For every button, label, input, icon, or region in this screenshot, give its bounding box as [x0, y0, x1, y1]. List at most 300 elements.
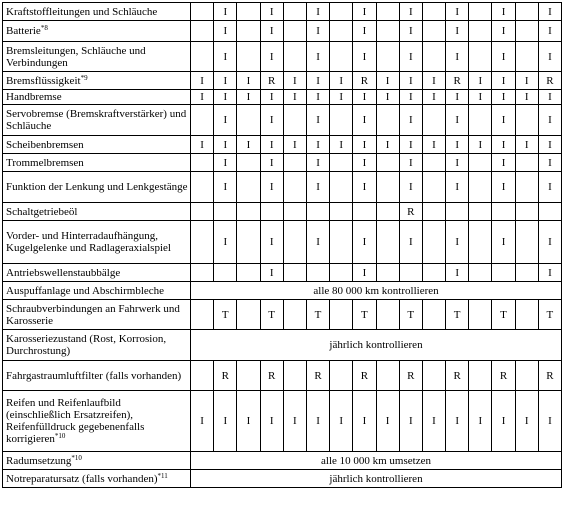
interval-cell [515, 203, 538, 221]
interval-cell [237, 3, 260, 21]
row-label [3, 221, 191, 264]
row-label-text: Fahrgastraumluftfilter (falls vorhanden) [6, 369, 182, 382]
interval-cell: I [260, 221, 283, 264]
interval-cell [515, 172, 538, 203]
interval-cell [237, 105, 260, 136]
interval-cell: I [237, 391, 260, 452]
interval-cell: I [260, 90, 283, 105]
interval-cell [515, 300, 538, 330]
interval-cell: I [260, 105, 283, 136]
interval-cell [283, 154, 306, 172]
interval-cell: I [260, 136, 283, 154]
interval-cell [283, 105, 306, 136]
interval-cell [330, 264, 353, 282]
interval-cell [492, 264, 515, 282]
interval-cell [353, 203, 376, 221]
interval-cell: T [306, 300, 329, 330]
row-label [3, 72, 191, 90]
interval-cell: I [191, 391, 214, 452]
interval-cell: I [306, 90, 329, 105]
interval-cell [283, 21, 306, 42]
interval-cell: I [283, 90, 306, 105]
row-label [3, 90, 191, 105]
row-label [3, 264, 191, 282]
table-row [3, 136, 562, 154]
interval-cell: I [260, 3, 283, 21]
table-row [3, 264, 562, 282]
interval-cell [237, 203, 260, 221]
footnote-ref: *10 [54, 432, 66, 440]
interval-cell: I [353, 42, 376, 72]
interval-cell: I [399, 391, 422, 452]
interval-cell [330, 361, 353, 391]
table-row [3, 3, 562, 21]
interval-cell: I [515, 136, 538, 154]
interval-cell: I [538, 105, 561, 136]
interval-cell: T [446, 300, 469, 330]
interval-cell [422, 154, 445, 172]
interval-cell: I [446, 3, 469, 21]
interval-cell: I [515, 90, 538, 105]
row-label-text: Vorder- und Hinterradaufhängung, Kugelgelenke und Radlageraxialspiel [6, 230, 171, 254]
interval-cell: R [446, 361, 469, 391]
interval-cell: I [214, 221, 237, 264]
table-row [3, 361, 562, 391]
interval-cell [515, 105, 538, 136]
interval-cell: I [306, 172, 329, 203]
interval-cell: I [353, 105, 376, 136]
interval-cell [283, 3, 306, 21]
interval-cell [469, 154, 492, 172]
row-label-text: Bremsleitungen, Schläuche und Verbindungen [6, 44, 146, 69]
interval-cell: I [492, 136, 515, 154]
interval-cell [515, 361, 538, 391]
interval-cell: I [353, 136, 376, 154]
interval-cell: R [306, 361, 329, 391]
interval-cell [237, 154, 260, 172]
interval-cell: I [306, 72, 329, 90]
interval-cell: R [214, 361, 237, 391]
interval-cell [492, 203, 515, 221]
interval-cell [237, 264, 260, 282]
interval-cell [191, 154, 214, 172]
interval-cell: R [538, 72, 561, 90]
interval-cell [191, 300, 214, 330]
interval-cell [469, 42, 492, 72]
interval-cell [306, 203, 329, 221]
interval-cell: I [191, 136, 214, 154]
interval-cell: T [399, 300, 422, 330]
interval-cell: I [306, 3, 329, 21]
table-row [3, 42, 562, 72]
interval-cell [330, 154, 353, 172]
interval-cell: I [330, 391, 353, 452]
table-row [3, 154, 562, 172]
interval-cell [191, 361, 214, 391]
row-label-text: Trommelbremsen [6, 156, 84, 169]
interval-cell [283, 361, 306, 391]
interval-cell: I [214, 3, 237, 21]
interval-cell: I [538, 221, 561, 264]
interval-cell [422, 221, 445, 264]
interval-cell: I [422, 391, 445, 452]
interval-cell [376, 300, 399, 330]
row-label [3, 330, 191, 361]
interval-cell: I [538, 154, 561, 172]
interval-cell [422, 361, 445, 391]
interval-cell: R [399, 203, 422, 221]
interval-cell: I [469, 72, 492, 90]
row-label-text: Schraubverbindungen an Fahrwerk und Karosserie [6, 302, 180, 327]
row-label [3, 42, 191, 72]
interval-cell [469, 361, 492, 391]
interval-cell: I [214, 42, 237, 72]
interval-cell: I [353, 3, 376, 21]
interval-cell: I [330, 72, 353, 90]
interval-cell: R [446, 72, 469, 90]
interval-cell: I [492, 221, 515, 264]
interval-cell: I [306, 42, 329, 72]
row-label [3, 3, 191, 21]
interval-cell: I [306, 391, 329, 452]
interval-cell: I [446, 154, 469, 172]
interval-cell: I [399, 21, 422, 42]
interval-cell: I [492, 72, 515, 90]
interval-cell: I [214, 105, 237, 136]
interval-cell: T [214, 300, 237, 330]
interval-cell: I [283, 72, 306, 90]
interval-note: alle 10 000 km umsetzen [191, 452, 562, 470]
row-label-text: Kraftstoffleitungen und Schläuche [6, 5, 158, 18]
interval-cell: I [515, 72, 538, 90]
interval-cell [330, 3, 353, 21]
interval-cell: I [260, 154, 283, 172]
interval-cell: I [191, 72, 214, 90]
interval-cell: I [538, 42, 561, 72]
interval-cell: I [260, 21, 283, 42]
interval-cell: R [399, 361, 422, 391]
interval-cell: I [446, 90, 469, 105]
interval-cell: I [399, 90, 422, 105]
interval-cell [260, 203, 283, 221]
row-label-text: Karosseriezustand (Rost, Korrosion, Durchrostung) [6, 333, 167, 357]
interval-cell [469, 221, 492, 264]
interval-cell [469, 264, 492, 282]
interval-cell: R [260, 361, 283, 391]
interval-cell: I [306, 154, 329, 172]
interval-cell [191, 105, 214, 136]
interval-cell: I [538, 264, 561, 282]
interval-cell [214, 264, 237, 282]
interval-cell: I [353, 90, 376, 105]
interval-cell: I [353, 264, 376, 282]
interval-cell [446, 203, 469, 221]
interval-cell: I [446, 172, 469, 203]
interval-cell: I [446, 42, 469, 72]
interval-cell [191, 221, 214, 264]
interval-cell: I [376, 72, 399, 90]
interval-cell [515, 21, 538, 42]
interval-note: alle 80 000 km kontrollieren [191, 282, 562, 300]
table-row [3, 282, 562, 300]
interval-cell [283, 221, 306, 264]
row-label [3, 105, 191, 136]
interval-cell: I [260, 172, 283, 203]
row-label [3, 300, 191, 330]
interval-cell [538, 203, 561, 221]
interval-cell: I [538, 90, 561, 105]
interval-cell [283, 172, 306, 203]
interval-cell: I [492, 3, 515, 21]
interval-cell: I [283, 136, 306, 154]
row-label-text: Antriebswellenstaubbälge [6, 266, 121, 279]
interval-cell: I [214, 90, 237, 105]
interval-cell [515, 154, 538, 172]
interval-cell: I [260, 264, 283, 282]
row-label-text: Reifen und Reifenlaufbild (einschließlich Ersatzreifen), Reifenfülldruck gegebenenfalls korrigieren [6, 397, 145, 445]
interval-cell [422, 105, 445, 136]
interval-cell: I [538, 172, 561, 203]
interval-cell: I [399, 72, 422, 90]
interval-cell: I [469, 90, 492, 105]
row-label [3, 282, 191, 300]
interval-cell [376, 21, 399, 42]
interval-cell: I [353, 21, 376, 42]
interval-cell: I [446, 105, 469, 136]
interval-cell [191, 21, 214, 42]
interval-cell [330, 172, 353, 203]
interval-cell: I [446, 221, 469, 264]
row-label-text: Servobremse (Bremskraftverstärker) und Schläuche [6, 108, 187, 132]
interval-cell [191, 42, 214, 72]
interval-cell [469, 105, 492, 136]
row-label [3, 172, 191, 203]
table-row [3, 172, 562, 203]
interval-cell: T [538, 300, 561, 330]
interval-cell: I [214, 172, 237, 203]
interval-cell [191, 203, 214, 221]
table-row [3, 391, 562, 452]
row-label [3, 154, 191, 172]
interval-cell: I [330, 90, 353, 105]
interval-cell [469, 21, 492, 42]
interval-cell: I [422, 136, 445, 154]
interval-cell [469, 3, 492, 21]
footnote-ref: *11 [157, 471, 168, 480]
interval-cell [330, 300, 353, 330]
interval-cell: I [260, 391, 283, 452]
interval-cell: I [306, 221, 329, 264]
interval-cell: I [538, 21, 561, 42]
interval-cell: I [214, 72, 237, 90]
interval-cell: I [353, 172, 376, 203]
table-row [3, 452, 562, 470]
row-label [3, 21, 191, 42]
row-label [3, 452, 191, 470]
interval-cell [376, 172, 399, 203]
interval-cell: I [492, 42, 515, 72]
interval-cell [469, 300, 492, 330]
interval-cell [422, 42, 445, 72]
interval-cell: I [399, 42, 422, 72]
interval-cell [515, 42, 538, 72]
interval-cell [306, 264, 329, 282]
table-row [3, 330, 562, 361]
interval-cell [330, 203, 353, 221]
interval-cell: I [492, 172, 515, 203]
interval-cell [376, 42, 399, 72]
row-label-text: Scheibenbremsen [6, 138, 84, 151]
interval-cell: I [538, 136, 561, 154]
maintenance-table [2, 2, 562, 488]
row-label-text: Funktion der Lenkung und Lenkgestänge [6, 181, 188, 193]
table-row [3, 72, 562, 90]
interval-cell [214, 203, 237, 221]
interval-cell: I [353, 221, 376, 264]
interval-cell: I [422, 72, 445, 90]
interval-cell [469, 203, 492, 221]
interval-cell: I [376, 90, 399, 105]
interval-cell [422, 264, 445, 282]
interval-cell: R [260, 72, 283, 90]
footnote-ref: *8 [40, 24, 48, 32]
interval-cell: R [353, 72, 376, 90]
interval-cell [422, 300, 445, 330]
interval-cell: I [330, 136, 353, 154]
interval-cell: I [306, 136, 329, 154]
interval-cell [283, 42, 306, 72]
row-label [3, 136, 191, 154]
interval-cell [399, 264, 422, 282]
interval-cell: I [515, 391, 538, 452]
interval-cell: I [492, 90, 515, 105]
interval-cell: I [353, 154, 376, 172]
interval-cell: I [399, 105, 422, 136]
interval-cell [376, 3, 399, 21]
interval-cell: I [492, 391, 515, 452]
interval-cell [237, 361, 260, 391]
interval-cell [515, 264, 538, 282]
interval-cell: I [422, 90, 445, 105]
interval-cell: R [353, 361, 376, 391]
interval-cell: I [376, 391, 399, 452]
interval-cell: I [399, 3, 422, 21]
interval-cell: I [237, 90, 260, 105]
interval-cell: I [353, 391, 376, 452]
row-label-text: Notreparatursatz (falls vorhanden) [6, 472, 158, 485]
interval-cell [330, 21, 353, 42]
interval-cell: I [538, 3, 561, 21]
interval-cell: I [399, 136, 422, 154]
interval-cell [283, 203, 306, 221]
interval-cell: I [399, 154, 422, 172]
interval-cell [237, 221, 260, 264]
interval-cell: I [469, 391, 492, 452]
interval-cell: T [492, 300, 515, 330]
row-label-text: Batterie [6, 25, 41, 37]
footnote-ref: *9 [80, 73, 88, 82]
interval-cell [191, 3, 214, 21]
interval-cell: T [353, 300, 376, 330]
interval-cell: I [446, 391, 469, 452]
interval-cell [330, 42, 353, 72]
interval-cell: I [283, 391, 306, 452]
interval-cell [237, 42, 260, 72]
interval-cell [283, 300, 306, 330]
row-label [3, 361, 191, 391]
interval-cell [515, 221, 538, 264]
interval-cell: I [446, 21, 469, 42]
interval-cell [376, 105, 399, 136]
interval-cell: I [191, 90, 214, 105]
interval-cell [376, 221, 399, 264]
interval-cell: T [260, 300, 283, 330]
row-label [3, 203, 191, 221]
table-row [3, 221, 562, 264]
row-label [3, 391, 191, 452]
interval-cell [469, 172, 492, 203]
interval-cell: R [538, 361, 561, 391]
interval-cell [376, 154, 399, 172]
interval-cell [422, 172, 445, 203]
interval-cell [330, 221, 353, 264]
table-row [3, 90, 562, 105]
interval-cell: I [214, 21, 237, 42]
footnote-ref: *10 [71, 453, 82, 462]
interval-cell: I [469, 136, 492, 154]
interval-cell: I [399, 221, 422, 264]
interval-cell [237, 21, 260, 42]
row-label-text: Bremsflüssigkeit [6, 74, 81, 87]
table-row [3, 21, 562, 42]
table-row [3, 300, 562, 330]
interval-cell: I [260, 42, 283, 72]
interval-cell: I [446, 264, 469, 282]
interval-note: jährlich kontrollieren [191, 330, 562, 361]
interval-cell: I [446, 136, 469, 154]
interval-cell [191, 264, 214, 282]
interval-cell: I [306, 21, 329, 42]
table-row [3, 203, 562, 221]
interval-cell: I [306, 105, 329, 136]
interval-cell [237, 300, 260, 330]
row-label-text: Radumsetzung [6, 454, 72, 467]
interval-cell [422, 21, 445, 42]
row-label-text: Auspuffanlage und Abschirmbleche [6, 284, 165, 297]
interval-cell: I [538, 391, 561, 452]
interval-cell: I [492, 105, 515, 136]
interval-cell [376, 203, 399, 221]
interval-cell [283, 264, 306, 282]
interval-cell: I [214, 136, 237, 154]
interval-cell: R [492, 361, 515, 391]
interval-cell [422, 3, 445, 21]
interval-cell: I [492, 21, 515, 42]
table-row [3, 105, 562, 136]
maintenance-table-body [3, 3, 562, 488]
interval-cell [237, 172, 260, 203]
interval-cell: I [492, 154, 515, 172]
interval-cell [191, 172, 214, 203]
row-label-text: Handbremse [6, 91, 62, 103]
interval-cell: I [376, 136, 399, 154]
interval-cell [376, 264, 399, 282]
interval-cell [515, 3, 538, 21]
interval-cell: I [237, 136, 260, 154]
interval-note: jährlich kontrollieren [191, 470, 562, 488]
interval-cell: I [399, 172, 422, 203]
interval-cell [376, 361, 399, 391]
